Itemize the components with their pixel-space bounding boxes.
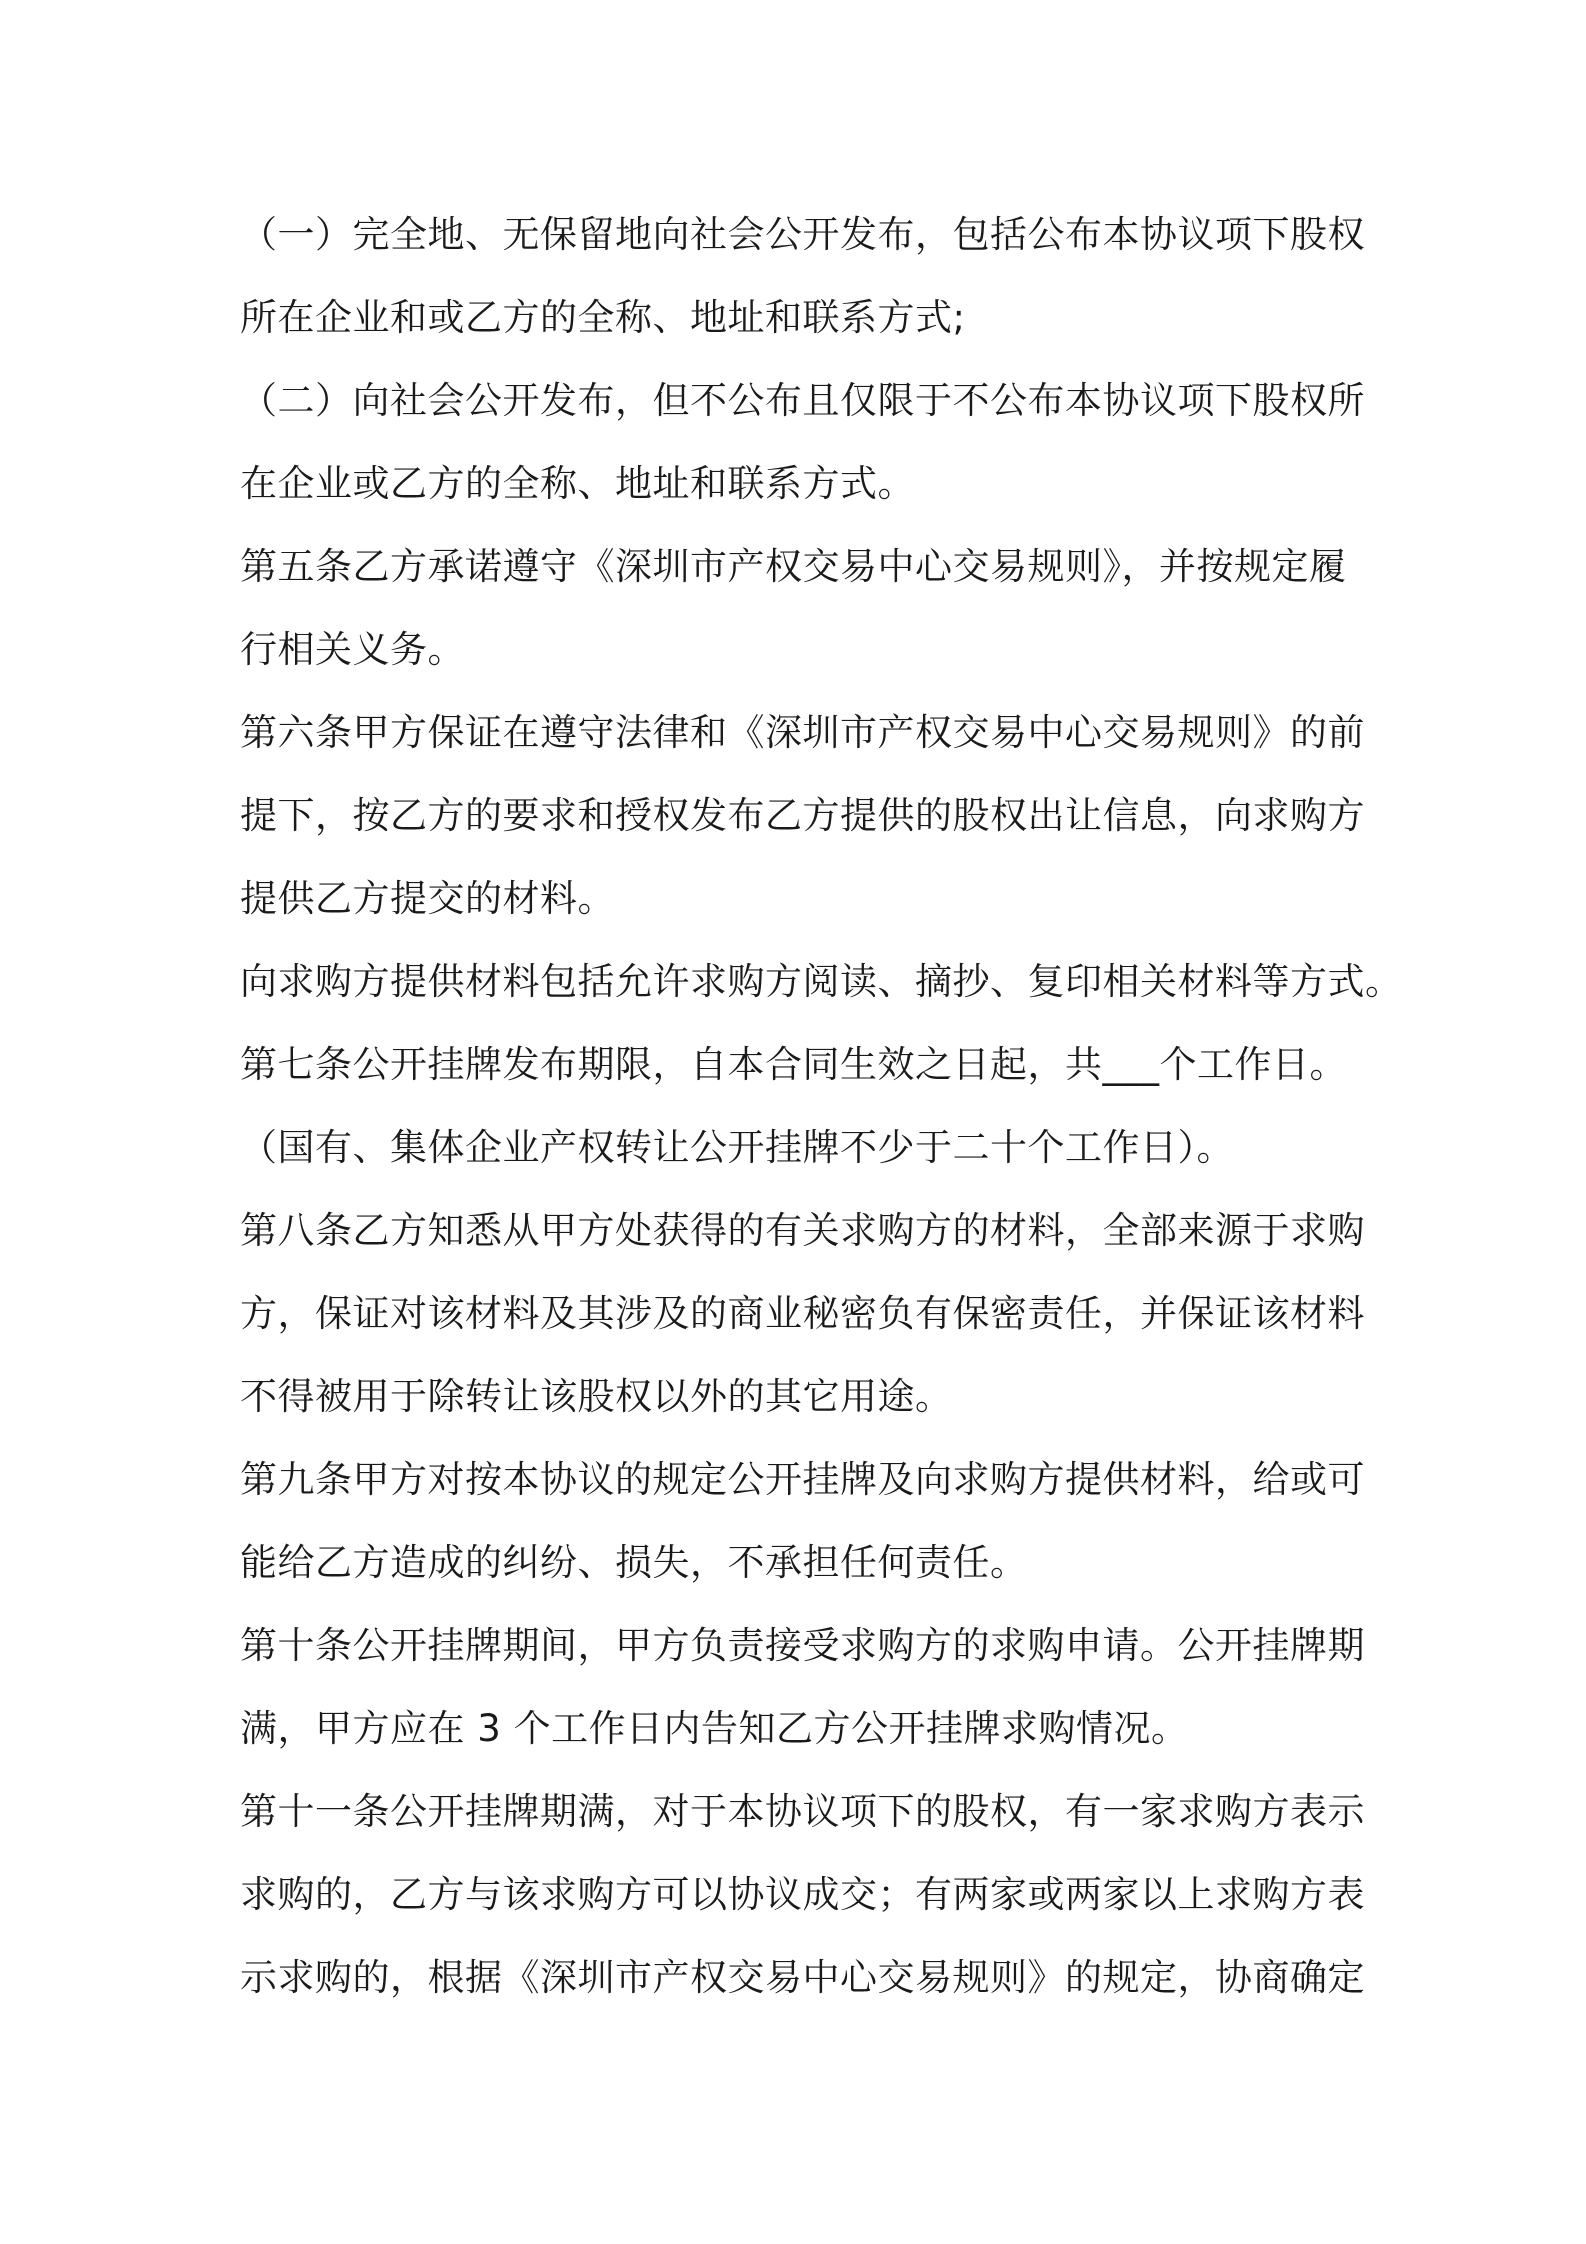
text-line: 第八条乙方知悉从甲方处获得的有关求购方的材料，全部来源于求购 xyxy=(240,1209,1365,1252)
document-body xyxy=(240,193,1403,2019)
text-line: 所在企业和或乙方的全称、地址和联系方式; xyxy=(240,296,966,339)
text-line: 行相关义务。 xyxy=(240,628,465,671)
text-line: 在企业或乙方的全称、地址和联系方式。 xyxy=(240,462,915,505)
text-line: 能给乙方造成的纠纷、损失，不承担任何责任。 xyxy=(240,1541,1028,1584)
text-line: 第六条甲方保证在遵守法律和《深圳市产权交易中心交易规则》的前 xyxy=(240,711,1365,754)
text-line: 第五条乙方承诺遵守《深圳市产权交易中心交易规则》，并按规定履 xyxy=(240,545,1347,588)
text-line: （国有、集体企业产权转让公开挂牌不少于二十个工作日）。 xyxy=(240,1126,1234,1169)
text-line: 提下，按乙方的要求和授权发布乙方提供的股权出让信息，向求购方 xyxy=(240,794,1365,837)
text-line: 方，保证对该材料及其涉及的商业秘密负有保密责任，并保证该材料 xyxy=(240,1292,1365,1335)
text-line: 提供乙方提交的材料。 xyxy=(240,877,615,920)
text-line: 不得被用于除转让该股权以外的其它用途。 xyxy=(240,1375,953,1418)
text-line: 示求购的，根据《深圳市产权交易中心交易规则》的规定，协商确定 xyxy=(240,1956,1365,1999)
text-line: 求购的，乙方与该求购方可以协议成交；有两家或两家以上求购方表 xyxy=(240,1873,1365,1916)
text-line: 第十一条公开挂牌期满，对于本协议项下的股权，有一家求购方表示 xyxy=(240,1790,1365,1833)
text-line: 第九条甲方对按本协议的规定公开挂牌及向求购方提供材料，给或可 xyxy=(240,1458,1365,1501)
text-line: 第七条公开挂牌发布期限，自本合同生效之日起，共___个工作日。 xyxy=(240,1043,1347,1086)
text-line: （二）向社会公开发布，但不公布且仅限于不公布本协议项下股权所 xyxy=(240,379,1365,422)
text-line: 向求购方提供材料包括允许求购方阅读、摘抄、复印相关材料等方式。 xyxy=(240,960,1403,1003)
text-line: 满，甲方应在 3 个工作日内告知乙方公开挂牌求购情况。 xyxy=(240,1707,1189,1750)
text-line: （一）完全地、无保留地向社会公开发布，包括公布本协议项下股权 xyxy=(240,213,1365,256)
text-line: 第十条公开挂牌期间，甲方负责接受求购方的求购申请。公开挂牌期 xyxy=(240,1624,1365,1667)
